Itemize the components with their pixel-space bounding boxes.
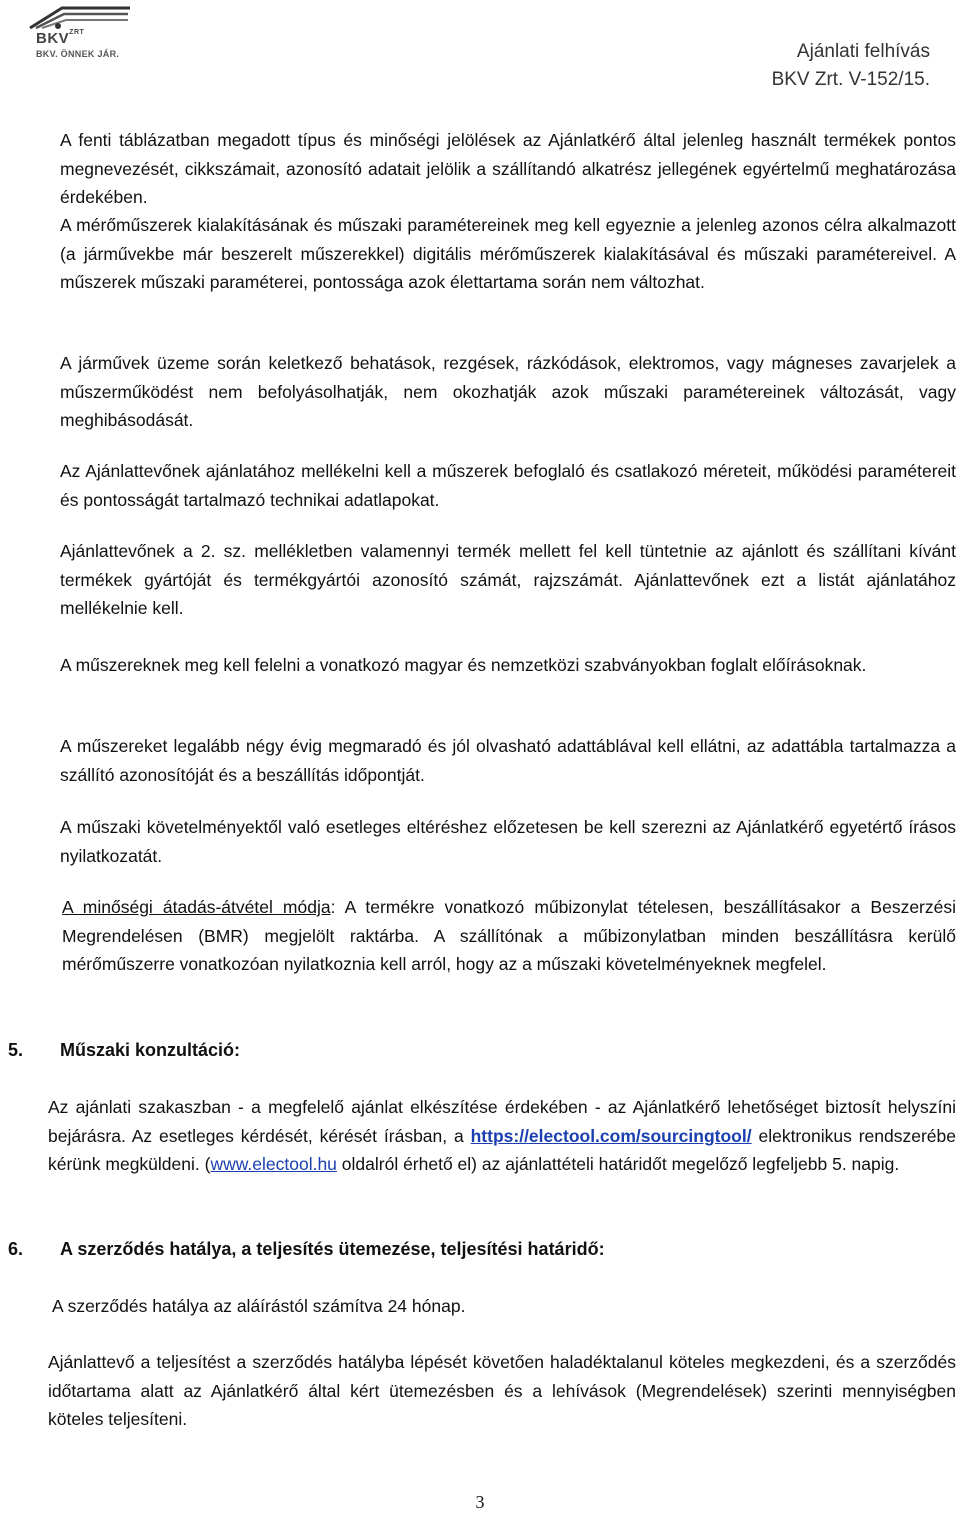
paragraph-standards: A műszereknek meg kell felelni a vonatkozó magyar és nemzetközi szabványokban foglalt előírásoknak. [60, 655, 867, 675]
paragraph-instrument-parameters: A mérőműszerek kialakításának és műszaki paramétereinek meg kell egyeznie a jelenleg azonos célra alkalmazott (a járművekbe már beszerelt műszerekkel) digitális mérőműszerek kialakításával és műszaki paramétereivel. A műszerek műszaki paraméterei, pontossága azok élettartama során nem változhat. [60, 215, 956, 292]
page-number: 3 [475, 1492, 485, 1512]
section-5-number: 5. [8, 1040, 24, 1060]
logo-slogan: BKV. ÖNNEK JÁR. [36, 49, 120, 59]
paragraph-vehicle-effects: A járművek üzeme során keletkező behatások, rezgések, rázkódások, elektromos, vagy mágneses zavarjelek a műszerműködést nem befolyásolhatják, nem okozhatják azok műszaki paramétereinek változását, vagy meghibásodását. [60, 353, 956, 430]
section-5-heading [8, 1036, 240, 1064]
paragraph-performance: Ajánlattevő a teljesítést a szerződés hatályba lépését követően haladéktalanul köteles megkezdeni, és a szerződés időtartama alatt az Ajánlatkérő által kért ütemezésben és a lehívások (Megrendelések) szerinti mennyiségben köteles teljesíteni. [48, 1352, 956, 1429]
paragraph-deviation-consent: A műszaki követelményektől való esetleges eltéréshez előzetesen be kell szerezni az Ajánlatkérő egyetértő írásos nyilatkozatát. [60, 817, 956, 866]
section-5-title: Műszaki konzultáció: [60, 1040, 241, 1060]
paragraph-quality-handover: A minőségi átadás-átvétel módja: A termékre vonatkozó műbizonylat tételesen, beszállításakor a Beszerzési Megrendelésen (BMR) megjelölt raktárba. A szállítónak a műbizonylatban minden beszállításra kerülő mérőműszerre vonatkozóan nyilatkoznia kell arról, hogy az a műszaki követelményeknek megfelel. [62, 897, 957, 974]
logo-brand: $BKV^{ZRT}$ [36, 29, 85, 47]
quality-handover-text: A termékre vonatkozó műbizonylat tételesen, beszállításakor a Beszerzési Megrendelésen (BMR) megjelölt raktárba. A szállítónak a műbizonylatban minden beszállításra kerülő mérőműszerre vonatkozóan nyilatkoznia kell arról, hogy az a műszaki követelményeknek megfelel. [62, 897, 957, 974]
document-type: Ajánlati felhívás [796, 41, 930, 62]
paragraph-contract-term: A szerződés hatálya az aláírástól számítva 24 hónap. [52, 1296, 466, 1316]
document-reference: BKV Zrt. V-152/15. [771, 69, 930, 90]
paragraph-type-designations: A fenti táblázatban megadott típus és minőségi jelölések az Ajánlatkérő által jelenleg használt termékek pontos megnevezését, cikkszámait, azonosító adatait jelölik a szállítandó alkatrész jellegének egyértelmű meghatározása érdekében. [60, 130, 956, 207]
electool-home-link[interactable]: www.electool.hu [210, 1154, 337, 1174]
quality-handover-label: A minőségi átadás-átvétel módja [62, 897, 331, 917]
paragraph-consultation: Az ajánlati szakaszban - a megfelelő ajánlat elkészítése érdekében - az Ajánlatkérő lehetőséget biztosít helyszíni bejárásra. Az esetleges kérdését, kérését írásban, a https://electool.com/sourcingtool/ elektronikus rendszerébe kérünk megküldeni. (www.electool.hu oldalról érhető el) az ajánlattételi határidőt megelőző legfeljebb 5. napig. [48, 1097, 956, 1174]
section-6-heading [8, 1235, 605, 1263]
section-6-title: A szerződés hatálya, a teljesítés ütemezése, teljesítési határidő: [60, 1239, 605, 1259]
logo-emblem-icon [28, 2, 132, 32]
bkv-logo [28, 2, 132, 64]
document-header [772, 38, 930, 94]
paragraph-technical-datasheets: Az Ajánlattevőnek ajánlatához mellékelni kell a műszerek befoglaló és csatlakozó méreteit, működési paramétereit és pontosságát tartalmazó technikai adatlapokat. [60, 461, 956, 510]
paragraph-data-plate: A műszereket legalább négy évig megmaradó és jól olvasható adattáblával kell ellátni, az adattábla tartalmazza a szállító azonosítóját és a beszállítás időpontját. [60, 736, 956, 785]
section-6-number: 6. [8, 1239, 24, 1259]
electool-sourcing-link[interactable]: https://electool.com/sourcingtool/ [470, 1125, 752, 1146]
paragraph-annex-2: Ajánlattevőnek a 2. sz. mellékletben valamennyi termék mellett fel kell tüntetnie az ajánlott és szállítani kívánt termékek gyártóját és termékgyártói azonosító számát, rajzszámát. Ajánlattevőnek ezt a listát ajánlatához mellékelnie kell. [60, 541, 956, 618]
